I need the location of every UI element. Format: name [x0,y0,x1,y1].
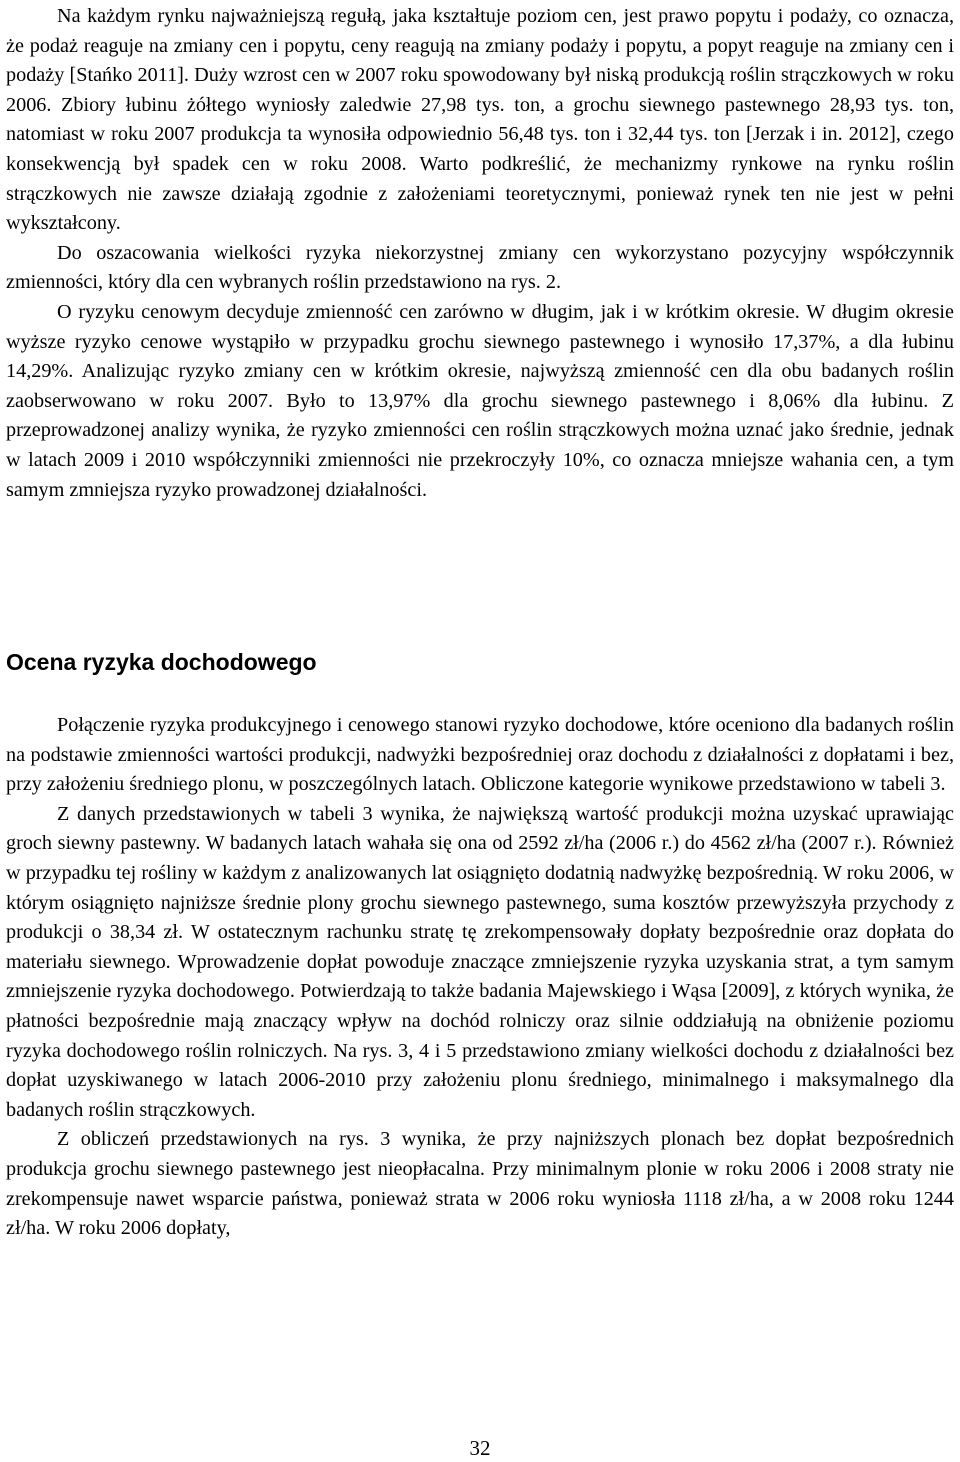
section-heading: Ocena ryzyka dochodowego [6,649,317,675]
paragraph-table-3-analysis: Z danych przedstawionych w tabeli 3 wynika, że największą wartość produkcji można uzyskać uprawiając groch siewny pastewny. W badanych latach wahała się ona od 2592 zł/ha (2006 r.) do 4562 zł/ha (2007 r.). Również w przypadku tej rośliny w każdym z analizowanych lat osiągnięto dodatnią nadwyżkę bezpośrednią. W roku 2006, w którym osiągnięto najniższe średnie plony grochu siewnego pastewnego, suma kosztów przewyższyła przychody z produkcji o 38,34 zł. W ostatecznym rachunku stratę tę zrekompensowały dopłaty bezpośrednie oraz dopłata do materiału siewnego. Wprowadzenie dopłat powoduje znaczące zmniejszenie ryzyka uzyskania strat, a tym samym zmniejszenie ryzyka dochodowego. Potwierdzają to także badania Majewskiego i Wąsa [2009], z których wynika, że płatności bezpośrednie mają znaczący wpływ na dochód rolniczy oraz silnie oddziałują na obniżenie poziomu ryzyka dochodowego roślin rolniczych. Na rys. 3, 4 i 5 przedstawiono zmiany wielkości dochodu z działalności bez dopłat uzyskiwanego w latach 2006-2010 przy założeniu plonu średniego, minimalnego i maksymalnego dla badanych roślin strączkowych. [6,802,954,1121]
paragraph-income-risk-intro: Połączenie ryzyka produkcyjnego i cenowego stanowi ryzyko dochodowe, które oceniono dla badanych roślin na podstawie zmienności wartości produkcji, nadwyżki bezpośredniej oraz dochodu z działalności z dopłatami i bez, przy założeniu średniego plonu, w poszczególnych latach. Obliczone kategorie wynikowe przedstawiono w tabeli 3. [6,714,954,796]
paragraph-variation-coefficient: Do oszacowania wielkości ryzyka niekorzystnej zmiany cen wykorzystano pozycyjny współczynnik zmienności, który dla cen wybranych roślin przedstawiono na rys. 2. [6,241,954,294]
paragraph-price-risk-analysis: O ryzyku cenowym decyduje zmienność cen zarówno w długim, jak i w krótkim okresie. W długim okresie wyższe ryzyko cenowe wystąpiło w przypadku grochu siewnego pastewnego i wynosiło 17,37%, a dla łubinu 14,29%. Analizując ryzyko zmiany cen w krótkim okresie, najwyższą zmienność cen dla obu badanych roślin zaobserwowano w roku 2007. Było to 13,97% dla grochu siewnego pastewnego i 8,06% dla łubinu. Z przeprowadzonej analizy wynika, że ryzyko zmienności cen roślin strączkowych można uznać jako średnie, jednak w latach 2009 i 2010 współczynniki zmienności nie przekroczyły 10%, co oznacza mniejsze wahania cen, a tym samym zmniejsza ryzyko prowadzonej działalności. [6,300,954,501]
price-risk-section [6,2,954,505]
income-risk-section [6,711,954,1244]
page-number: 32 [469,1436,491,1460]
paragraph-figure-3-analysis: Z obliczeń przedstawionych na rys. 3 wynika, że przy najniższych plonach bez dopłat bezpośrednich produkcja grochu siewnego pastewnego jest nieopłacalna. Przy minimalnym plonie w roku 2006 i 2008 straty nie zrekompensuje nawet wsparcie państwa, ponieważ strata w 2006 roku wyniosła 1118 zł/ha, a w 2008 roku 1244 zł/ha. W roku 2006 dopłaty, [6,1128,954,1240]
paragraph-price-law: Na każdym rynku najważniejszą regułą, jaka kształtuje poziom cen, jest prawo popytu i podaży, co oznacza, że podaż reaguje na zmiany cen i popytu, ceny reagują na zmiany podaży i popytu, a popyt reaguje na zmiany cen i podaży [Stańko 2011]. Duży wzrost cen w 2007 roku spowodowany był niską produkcją roślin strączkowych w roku 2006. Zbiory łubinu żółtego wyniosły zaledwie 27,98 tys. ton, a grochu siewnego pastewnego 28,93 tys. ton, natomiast w roku 2007 produkcja ta wynosiła odpowiednio 56,48 tys. ton i 32,44 tys. ton [Jerzak i in. 2012], czego konsekwencją był spadek cen w roku 2008. Warto podkreślić, że mechanizmy rynkowe na rynku roślin strączkowych nie zawsze działają zgodnie z założeniami teoretycznymi, ponieważ rynek ten nie jest w pełni wykształcony. [6,5,954,235]
